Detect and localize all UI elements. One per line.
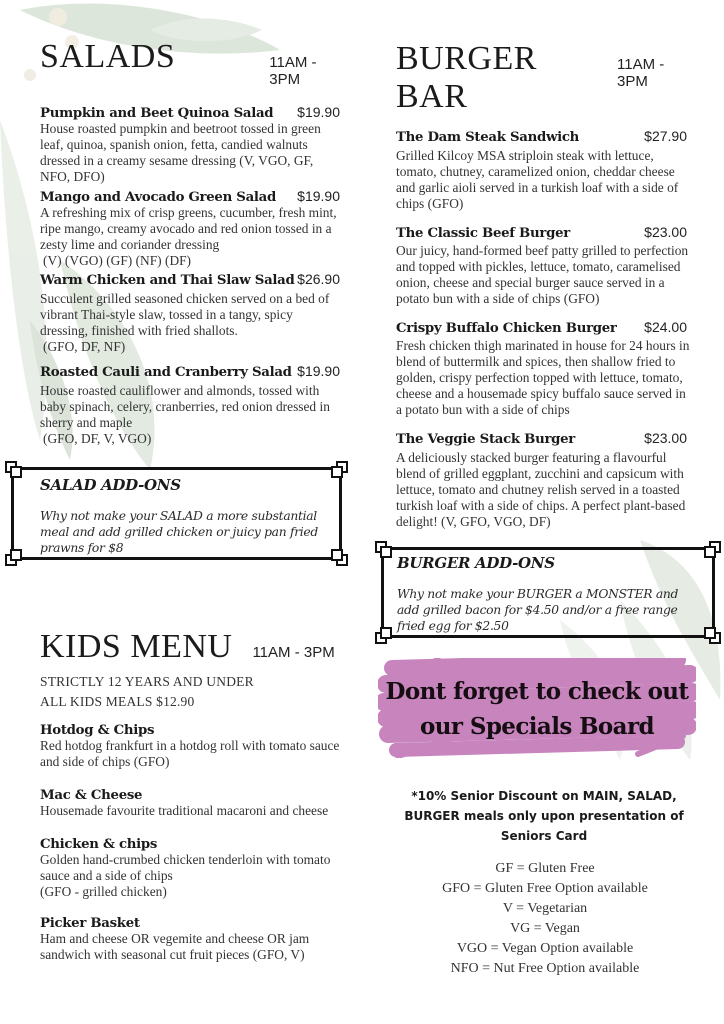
corner-ornament [10,466,22,478]
item-description: Ham and cheese OR vegemite and cheese OR jam sandwich with seasonal cut fruit pieces (GFO, V) [40,931,310,962]
item-description: Our juicy, hand-formed beef patty grilled to perfection and topped with pickles, lettuce, tomato, caramelised onion, cheese and special burger sauce served in a potato bun with a side of chips (GFO) [396,243,689,306]
menu-item [396,430,691,530]
item-name: Crispy Buffalo Chicken Burger [396,321,617,336]
menu-item [40,723,340,770]
item-dietary-tags: (V) (VGO) (GF) (NF) (DF) [43,253,192,268]
salad-addons-box [11,467,342,560]
item-description: Grilled Kilcoy MSA striploin steak with lettuce, tomato, chutney, caramelized onion, cheddar cheese and garlic aioli served in a turkish loaf with a side of chips (GFO) [396,148,679,211]
corner-ornament [10,549,22,561]
burger-bar-hours: 11AM - 3PM [617,56,665,90]
legend-item: NFO = Nut Free Option available [450,961,640,976]
corner-ornament [331,466,343,478]
menu-item [396,128,691,212]
menu-item [396,319,691,418]
corner-ornament [704,546,716,558]
legend-item: VG = Vegan [510,921,580,936]
item-name: Picker Basket [40,916,140,931]
discount-line-1: *10% Senior Discount on MAIN, SALAD, [411,789,677,803]
item-price: $26.90 [297,271,340,287]
burger-bar-title: BURGER BAR [396,40,537,115]
legend-item: GFO = Gluten Free Option available [442,881,648,896]
item-name: Roasted Cauli and Cranberry Salad [40,365,292,380]
dietary-legend [380,859,710,979]
specials-board-callout [378,658,696,758]
item-price: $27.90 [644,128,687,144]
kids-menu-section [40,628,340,963]
kids-title: KIDS MENU [40,628,233,665]
corner-ornament [704,627,716,639]
item-name: Chicken & chips [40,837,158,852]
item-description: Red hotdog frankfurt in a hotdog roll with tomato sauce and side of chips (GFO) [40,738,340,769]
menu-item [40,837,340,900]
kids-price-note: ALL KIDS MEALS $12.90 [40,694,195,709]
discount-line-2: BURGER meals only upon presentation of [404,809,684,823]
specials-board-text [378,674,696,744]
item-description: House roasted pumpkin and beetroot tossed in green leaf, quinoa, spanish onion, fetta, candied walnuts dressed in a creamy sesame dressing (V, VGO, GF, NFO, DFO) [40,121,321,184]
legend-item: VGO = Vegan Option available [456,941,634,956]
menu-item [40,271,340,355]
item-name: Warm Chicken and Thai Slaw Salad [40,273,295,288]
item-name: The Classic Beef Burger [396,226,570,241]
item-price: $23.00 [644,430,687,446]
item-price: $24.00 [644,319,687,335]
item-description: House roasted cauliflower and almonds, tossed with baby spinach, celery, cranberries, red onion dressed in sherry and maple [40,383,330,430]
senior-discount-note [392,786,696,846]
item-name: Hotdog & Chips [40,723,155,738]
right-column [396,40,691,530]
item-dietary-tags: (GFO - grilled chicken) [40,884,167,899]
item-price: $19.90 [297,188,340,204]
item-dietary-tags: (GFO, DF, V, VGO) [43,431,152,446]
item-price: $23.00 [644,224,687,240]
menu-item [396,224,691,307]
burger-addons-title: BURGER ADD-ONS [397,554,555,572]
menu-item [40,788,340,819]
item-name: The Dam Steak Sandwich [396,130,580,145]
menu-item [40,916,340,963]
item-description: Fresh chicken thigh marinated in house for 24 hours in blend of buttermilk and spices, then shallow fried to golden, crispy perfection topped with lettuce, tomato, cheese and a housemade spicy buffalo sauce served in a potato bun with a side of chips [396,338,690,417]
item-price: $19.90 [297,363,340,379]
item-description: Golden hand-crumbed chicken tenderloin with tomato sauce and a side of chips [40,852,331,883]
item-description: Succulent grilled seasoned chicken served on a bed of vibrant Thai-style slaw, tossed in a tangy, spicy dressing, finished with fried shallots. [40,291,330,338]
item-name: Mango and Avocado Green Salad [40,190,276,205]
salad-addons-text: Why not make your SALAD a more substantial meal and add grilled chicken or juicy pan fried prawns for $8 [40,509,318,555]
item-price: $19.90 [297,104,340,120]
item-description: A refreshing mix of crisp greens, cucumber, fresh mint, ripe mango, creamy avocado and red onion tossed in a zesty lime and coriander dressing [40,205,337,252]
salads-header [40,38,340,88]
salads-title: SALADS [40,38,176,75]
item-name: Mac & Cheese [40,788,143,803]
salad-addons-title: SALAD ADD-ONS [40,476,181,494]
left-column [40,38,340,447]
kids-hours: 11AM - 3PM [252,644,335,661]
corner-ornament [331,549,343,561]
discount-line-3: Seniors Card [500,829,588,843]
burger-bar-header [396,40,691,116]
item-name: The Veggie Stack Burger [396,432,576,447]
corner-ornament [380,546,392,558]
salads-hours: 11AM - 3PM [269,54,317,88]
specials-line-2: our Specials Board [420,713,654,740]
kids-age-note: STRICTLY 12 YEARS AND UNDER [40,674,254,689]
menu-item [40,188,340,269]
kids-header [40,628,340,666]
corner-ornament [380,627,392,639]
specials-line-1: Dont forget to check out [385,678,689,705]
item-name: Pumpkin and Beet Quinoa Salad [40,106,274,121]
item-description: Housemade favourite traditional macaroni and cheese [40,803,329,818]
item-dietary-tags: (GFO, DF, NF) [43,339,126,354]
item-description: A deliciously stacked burger featuring a flavourful blend of grilled eggplant, zucchini and capsicum with lettuce, tomato and chutney relish served in a toasted turkish loaf with a side of chips. A perfect plant-based delight! (V, GFO, VGO, DF) [396,450,686,529]
burger-addons-text: Why not make your BURGER a MONSTER and add grilled bacon for $4.50 and/or a free range fried egg for $2.50 [397,587,679,633]
legend-item: V = Vegetarian [502,901,588,916]
legend-item: GF = Gluten Free [495,861,595,876]
menu-item [40,104,340,185]
menu-item [40,363,340,447]
burger-addons-box [381,547,715,638]
